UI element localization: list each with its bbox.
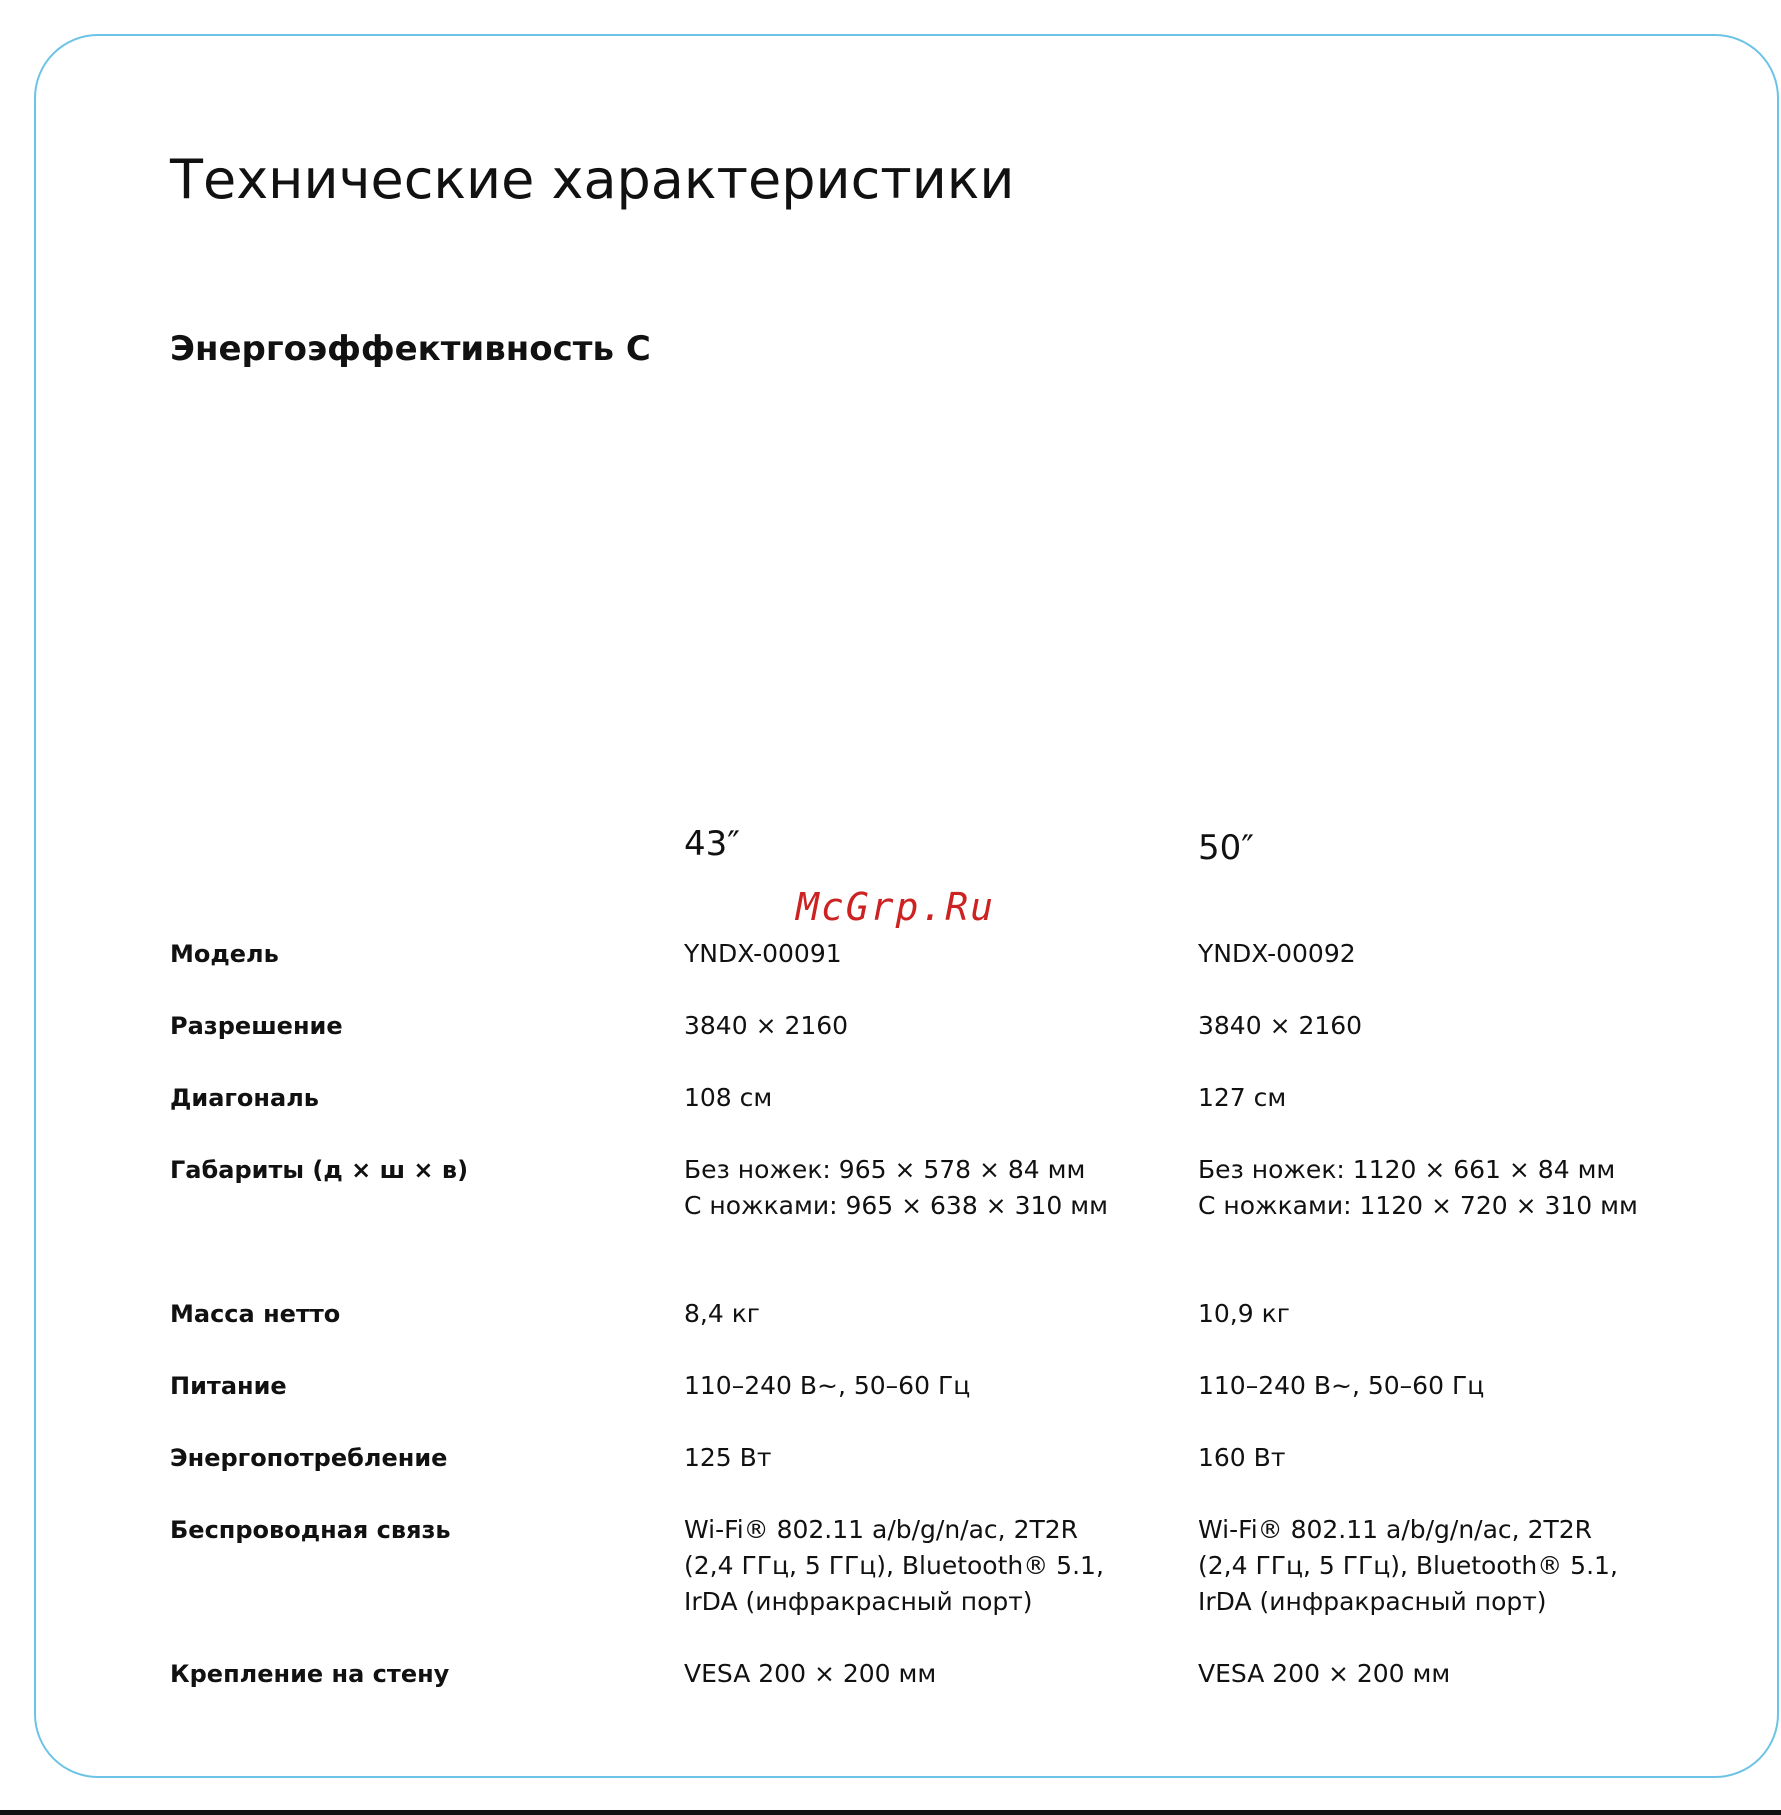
spec-label: Разрешение: [170, 1012, 343, 1040]
spec-value-43: [684, 1296, 1198, 1332]
spec-row: [170, 936, 1712, 972]
spec-value-line: 110–240 В~, 50–60 Гц: [684, 1371, 971, 1400]
spec-value-50: [1198, 1080, 1712, 1116]
spec-row: [170, 1512, 1712, 1620]
spec-value-line: Wi-Fi® 802.11 a/b/g/n/ac, 2T2R: [684, 1515, 1079, 1544]
spec-value-line: С ножками: 965 × 638 × 310 мм: [684, 1191, 1108, 1220]
spec-value-50: [1198, 936, 1712, 972]
spec-row: [170, 1656, 1712, 1692]
spec-label: Модель: [170, 940, 279, 968]
spec-value-line: 3840 × 2160: [1198, 1011, 1363, 1040]
spec-label: Питание: [170, 1372, 287, 1400]
spec-value-43: [684, 936, 1198, 972]
spec-value-43: [684, 1368, 1198, 1404]
spec-value-line: 8,4 кг: [684, 1299, 760, 1328]
spec-value-line: IrDA (инфракрасный порт): [684, 1587, 1033, 1616]
spec-value-line: (2,4 ГГц, 5 ГГц), Bluetooth® 5.1,: [684, 1551, 1104, 1580]
spec-value-line: (2,4 ГГц, 5 ГГц), Bluetooth® 5.1,: [1198, 1551, 1618, 1580]
spec-value-line: YNDX-00092: [1198, 939, 1356, 968]
spec-value-43: [684, 1656, 1198, 1692]
spec-row: [170, 1008, 1712, 1044]
spec-value-line: 108 см: [684, 1083, 773, 1112]
spec-row: [170, 1080, 1712, 1116]
spec-value-line: Без ножек: 1120 × 661 × 84 мм: [1198, 1155, 1616, 1184]
spec-value-50: [1198, 1440, 1712, 1476]
spec-row: [170, 1368, 1712, 1404]
spec-label: Энергопотребление: [170, 1444, 448, 1472]
spec-value-line: 3840 × 2160: [684, 1011, 849, 1040]
spec-value-line: 110–240 В~, 50–60 Гц: [1198, 1371, 1485, 1400]
spec-label: Габариты (д × ш × в): [170, 1156, 469, 1184]
spec-value-line: VESA 200 × 200 мм: [684, 1659, 937, 1688]
spec-value-line: 127 см: [1198, 1083, 1287, 1112]
spec-value-50: [1198, 1008, 1712, 1044]
spec-value-43: [684, 1152, 1198, 1224]
spec-value-line: YNDX-00091: [684, 939, 842, 968]
spec-value-43: [684, 1440, 1198, 1476]
spec-value-line: С ножками: 1120 × 720 × 310 мм: [1198, 1191, 1638, 1220]
spec-value-50: [1198, 1512, 1712, 1620]
spec-value-line: VESA 200 × 200 мм: [1198, 1659, 1451, 1688]
column-header-50: 50″: [1198, 828, 1254, 868]
page-title: Технические характеристики: [170, 148, 1015, 211]
column-header-43: 43″: [684, 824, 740, 864]
spec-value-50: [1198, 1152, 1712, 1224]
spec-row: [170, 1440, 1712, 1476]
energy-class-heading: Энергоэффективность C: [170, 329, 651, 369]
spec-value-43: [684, 1512, 1198, 1620]
spec-label: Масса нетто: [170, 1300, 341, 1328]
spec-value-line: 125 Вт: [684, 1443, 772, 1472]
bottom-rule: [0, 1810, 1781, 1815]
spec-value-50: [1198, 1656, 1712, 1692]
spec-value-50: [1198, 1296, 1712, 1332]
spec-value-line: Wi-Fi® 802.11 a/b/g/n/ac, 2T2R: [1198, 1515, 1593, 1544]
spec-value-50: [1198, 1368, 1712, 1404]
watermark: McGrp.Ru: [796, 885, 996, 929]
spec-value-43: [684, 1008, 1198, 1044]
spec-row: [170, 1296, 1712, 1332]
spec-label: Беспроводная связь: [170, 1516, 451, 1544]
spec-label: Крепление на стену: [170, 1660, 450, 1688]
spec-value-line: 160 Вт: [1198, 1443, 1286, 1472]
spec-value-43: [684, 1080, 1198, 1116]
spec-value-line: 10,9 кг: [1198, 1299, 1290, 1328]
spec-label: Диагональ: [170, 1084, 319, 1112]
spec-value-line: Без ножек: 965 × 578 × 84 мм: [684, 1155, 1086, 1184]
spec-row: [170, 1152, 1712, 1224]
spec-value-line: IrDA (инфракрасный порт): [1198, 1587, 1547, 1616]
